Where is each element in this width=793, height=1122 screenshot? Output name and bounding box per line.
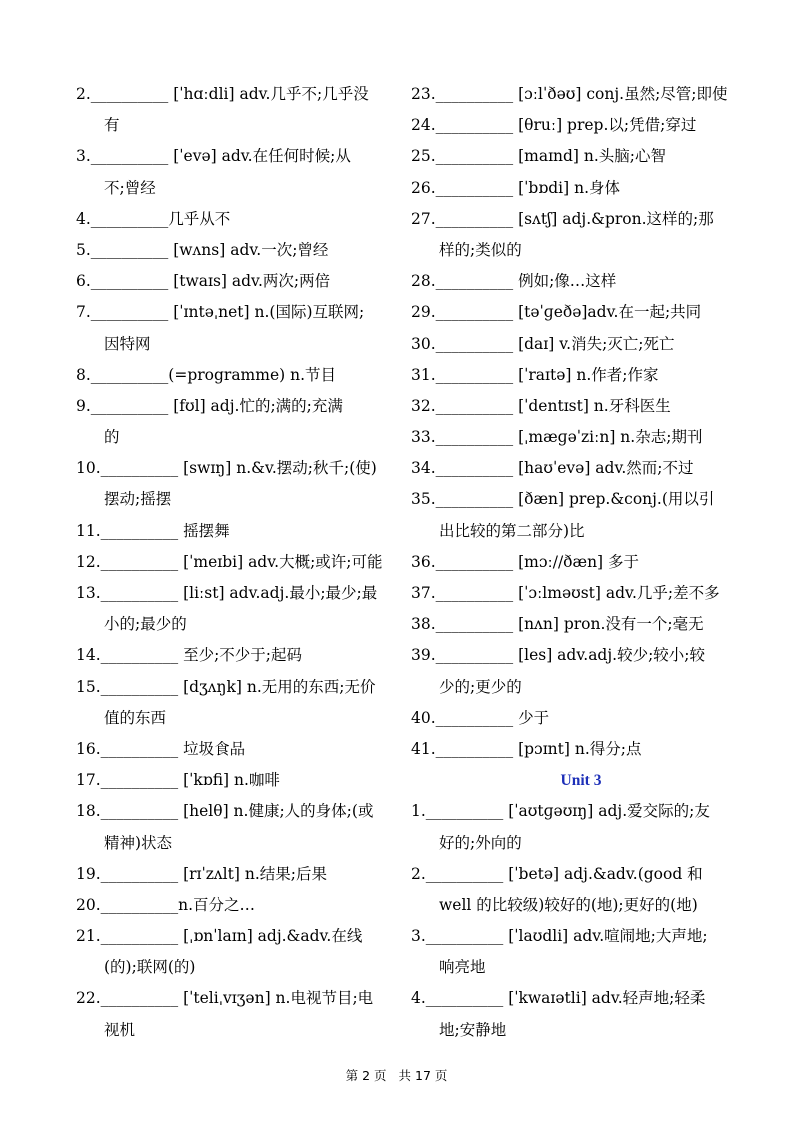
page-number: 第 2 页: [345, 1068, 387, 1083]
vocab-entry-line: 23.__________ [ɔːlˈðəʊ] conj.虽然;尽管;即使: [411, 85, 728, 103]
vocab-entry-line: 30.__________ [daɪ] v.消失;灭亡;死亡: [411, 334, 675, 353]
vocab-entry-line: 3.__________ [ˈlaʊdli] adv.喧闹地;大声地;: [411, 927, 708, 946]
vocab-entry-line: 32.__________ [ˈdentɪst] n.牙科医生: [411, 396, 671, 415]
vocab-entry-line: 17.__________ [ˈkɒfi] n.咖啡: [76, 771, 280, 790]
vocab-entry-line: 24.__________ [θruː] prep.以;凭借;穿过: [411, 116, 697, 135]
vocab-entry: [411, 297, 751, 328]
vocab-entry: [76, 79, 416, 141]
vocab-entry: [76, 921, 416, 983]
vocab-entry-line: 8.__________(=programme) n.节目: [76, 365, 337, 384]
vocab-entry: [411, 329, 751, 360]
vocab-entry-line: 19.__________ [rɪˈzʌlt] n.结果;后果: [76, 864, 327, 883]
vocab-entry: [76, 204, 416, 235]
left-column: [76, 79, 416, 1046]
vocab-entry: [76, 640, 416, 671]
vocab-entry-line: 29.__________ [təˈɡeðə]adv.在一起;共同: [411, 303, 702, 322]
vocab-entry-line: 6.__________ [twaɪs] adv.两次;两倍: [76, 272, 331, 291]
vocab-entry-line: 3.__________ [ˈevə] adv.在任何时候;从: [76, 147, 351, 166]
vocab-entry-continuation: well 的比较级)较好的(地);更好的(地): [439, 895, 698, 914]
vocab-entry: [411, 609, 751, 640]
vocab-entry-line: 38.__________ [nʌn] pron.没有一个;毫无: [411, 615, 704, 634]
vocab-entry: [411, 983, 751, 1045]
vocab-entry-continuation: 精神)状态: [104, 833, 173, 852]
page-footer: [0, 1066, 793, 1084]
vocab-entry-line: 13.__________ [liːst] adv.adj.最小;最少;最: [76, 584, 378, 602]
vocab-entry: [411, 453, 751, 484]
vocab-entry: [411, 547, 751, 578]
vocab-entry: [76, 765, 416, 796]
vocab-entry: [76, 578, 416, 640]
vocab-entry-continuation: 出比较的第二部分)比: [439, 521, 585, 540]
vocab-entry: [411, 484, 751, 546]
vocab-entry-line: 33.__________ [ˌmæɡəˈziːn] n.杂志;期刊: [411, 428, 703, 447]
vocab-entry-continuation: 样的;类似的: [439, 240, 522, 259]
vocab-entry-continuation: 视机: [104, 1020, 136, 1039]
vocab-entry: [76, 516, 416, 547]
vocab-entry-line: 11.__________ 摇摆舞: [76, 521, 230, 540]
vocab-entry-line: 5.__________ [wʌns] adv.一次;曾经: [76, 240, 329, 259]
vocab-entry-line: 40.__________ 少于: [411, 708, 550, 727]
vocab-entry-continuation: 地;安静地: [439, 1020, 507, 1039]
vocab-entry-line: 4.__________几乎从不: [76, 209, 231, 228]
vocab-entry-continuation: 响亮地: [439, 958, 486, 977]
vocab-entry: [411, 391, 751, 422]
vocab-entry: [76, 983, 416, 1045]
vocab-entry: [411, 79, 751, 110]
vocab-entry: [76, 672, 416, 734]
vocab-entry-continuation: 好的;外向的: [439, 833, 522, 852]
vocab-entry-line: 18.__________ [helθ] n.健康;人的身体;(或: [76, 802, 374, 821]
vocab-entry: [76, 796, 416, 858]
vocab-entry: [411, 796, 751, 858]
vocab-entry-line: 39.__________ [les] adv.adj.较少;较小;较: [411, 646, 706, 665]
vocab-entry: [411, 204, 751, 266]
vocab-entry: [411, 360, 751, 391]
vocab-entry: [411, 703, 751, 734]
vocab-entry-continuation: 不;曾经: [104, 178, 156, 197]
vocab-entry: [76, 141, 416, 203]
vocab-entry-line: 12.__________ [ˈmeɪbi] adv.大概;或许;可能: [76, 552, 383, 571]
page-total: 共 17 页: [398, 1068, 448, 1083]
vocab-entry: [411, 173, 751, 204]
vocab-entry: [411, 640, 751, 702]
vocab-entry-continuation: 的: [104, 428, 120, 447]
vocab-entry-line: 27.__________ [sʌtʃ] adj.&pron.这样的;那: [411, 209, 714, 228]
vocab-entry: [411, 422, 751, 453]
vocab-entry: [76, 235, 416, 266]
vocab-entry-line: 41.__________ [pɔɪnt] n.得分;点: [411, 739, 642, 758]
vocab-list-unit2-continued: [411, 79, 751, 765]
vocab-entry: [76, 734, 416, 765]
vocab-entry: [411, 110, 751, 141]
vocab-entry: [76, 859, 416, 890]
vocab-entry: [411, 859, 751, 921]
vocab-entry-line: 35.__________ [ðæn] prep.&conj.(用以引: [411, 490, 715, 509]
vocab-entry-line: 36.__________ [mɔː//ðæn] 多于: [411, 552, 640, 571]
unit-heading: Unit 3: [560, 772, 602, 790]
vocab-entry-line: 26.__________ [ˈbɒdi] n.身体: [411, 178, 620, 197]
vocab-entry: [76, 890, 416, 921]
vocab-entry: [76, 360, 416, 391]
vocab-list-unit3: [411, 796, 751, 1046]
right-column: [411, 79, 751, 1046]
vocab-entry-line: 4.__________ [ˈkwaɪətli] adv.轻声地;轻柔: [411, 989, 706, 1008]
vocab-entry: [76, 391, 416, 453]
vocab-entry-line: 28.__________ 例如;像…这样: [411, 272, 617, 291]
vocab-entry: [76, 547, 416, 578]
vocab-entry-continuation: 值的东西: [104, 708, 167, 727]
vocab-entry: [76, 266, 416, 297]
vocab-entry-continuation: 小的;最少的: [104, 615, 187, 634]
vocab-entry-line: 21.__________ [ˌɒnˈlaɪn] adj.&adv.在线: [76, 927, 363, 946]
vocab-entry-continuation: (的);联网(的): [104, 958, 196, 977]
vocab-entry: [411, 578, 751, 609]
vocab-entry-line: 20.__________n.百分之…: [76, 895, 256, 914]
vocab-entry-line: 9.__________ [fʊl] adj.忙的;满的;充满: [76, 396, 343, 415]
vocab-entry-line: 2.__________ [ˈhɑːdli] adv.几乎不;几乎没: [76, 85, 369, 103]
vocab-entry-line: 37.__________ [ˈɔːlməʊst] adv.几乎;差不多: [411, 584, 720, 602]
vocab-entry-line: 7.__________ [ˈɪntəˌnet] n.(国际)互联网;: [76, 303, 365, 322]
vocab-entry: [76, 453, 416, 515]
vocab-entry-line: 34.__________ [haʊˈevə] adv.然而;不过: [411, 459, 694, 478]
vocab-entry-line: 2.__________ [ˈbetə] adj.&adv.(good 和: [411, 864, 703, 883]
vocab-entry: [411, 921, 751, 983]
vocab-entry-continuation: 因特网: [104, 334, 151, 353]
vocab-entry-continuation: 有: [104, 116, 120, 135]
vocab-entry: [411, 734, 751, 765]
vocab-entry: [411, 266, 751, 297]
vocab-entry-line: 22.__________ [ˈteliˌvɪʒən] n.电视节目;电: [76, 989, 374, 1008]
vocab-entry-line: 1.__________ [ˈaʊtɡəʊɪŋ] adj.爱交际的;友: [411, 802, 710, 821]
vocab-entry: [76, 297, 416, 359]
vocab-entry-line: 10.__________ [swɪŋ] n.&v.摆动;秋千;(使): [76, 459, 377, 478]
vocab-entry-line: 14.__________ 至少;不少于;起码: [76, 646, 303, 665]
vocab-entry-line: 31.__________ [ˈraɪtə] n.作者;作家: [411, 365, 659, 384]
vocab-entry-line: 15.__________ [dʒʌŋk] n.无用的东西;无价: [76, 677, 376, 696]
vocab-entry: [411, 141, 751, 172]
vocab-entry-line: 25.__________ [maɪnd] n.头脑;心智: [411, 147, 667, 166]
vocab-entry-continuation: 少的;更少的: [439, 677, 522, 696]
vocab-entry-line: 16.__________ 垃圾食品: [76, 739, 246, 758]
vocab-entry-continuation: 摆动;摇摆: [104, 490, 172, 509]
